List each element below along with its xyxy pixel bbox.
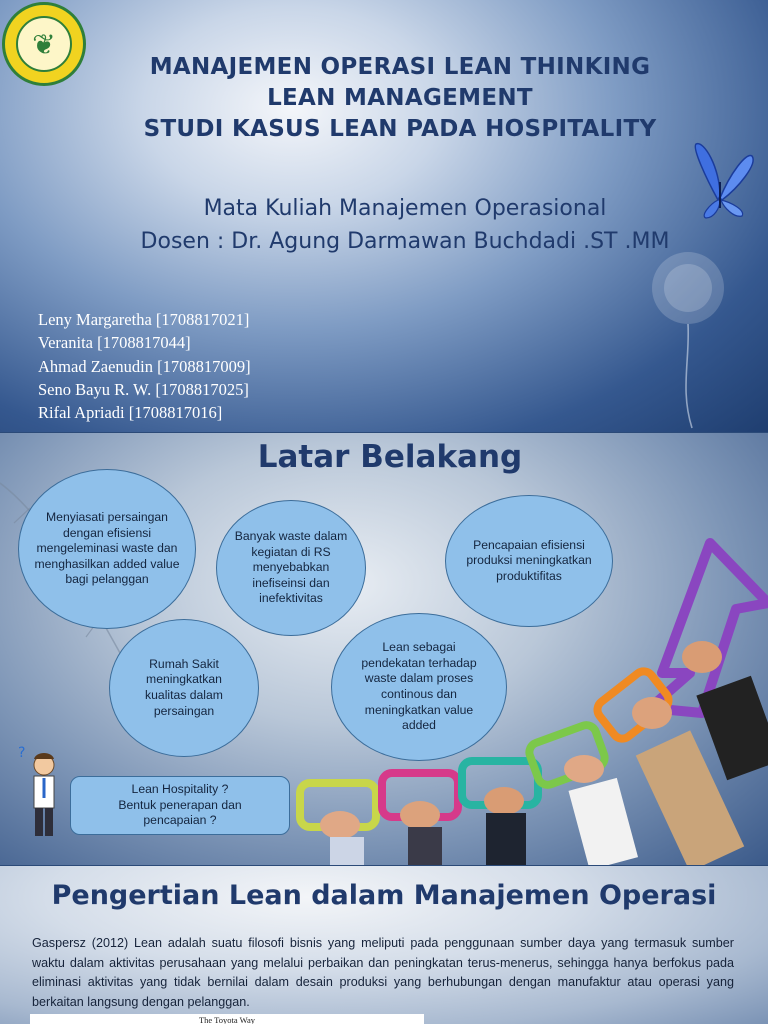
- team-member: Ahmad Zaenudin [1708817009]: [38, 356, 251, 376]
- info-bubble: Rumah Sakit meningkatkan kualitas dalam persaingan: [109, 619, 259, 757]
- butterfly-icon: [676, 138, 760, 224]
- title-slide: [0, 0, 768, 432]
- definition-slide: [0, 866, 768, 1024]
- dandelion-icon: [610, 240, 740, 430]
- callout-line: Lean Hospitality ?: [131, 782, 229, 797]
- slide-heading: Pengertian Lean dalam Manajemen Operasi: [51, 880, 717, 911]
- background-slide: [0, 433, 768, 865]
- title-line: MANAJEMEN OPERASI LEAN THINKING: [149, 54, 651, 80]
- subtitle-line: Mata Kuliah Manajemen Operasional: [203, 196, 607, 221]
- team-member: Veranita [1708817044]: [38, 333, 191, 353]
- team-member-list: [38, 308, 251, 424]
- team-member: Leny Margaretha [1708817021]: [38, 310, 250, 329]
- svg-text:?: ?: [18, 745, 26, 761]
- team-member: Seno Bayu R. W. [1708817025]: [38, 379, 249, 399]
- hands-chain-arrow-illustration-icon: [290, 533, 768, 865]
- question-callout: [70, 776, 290, 835]
- university-logo-icon: ❦: [2, 2, 86, 86]
- title-line: LEAN MANAGEMENT: [267, 85, 533, 111]
- info-bubble: Pencapaian efisiensi produksi meningkatkan produktifitas: [445, 495, 613, 627]
- info-bubble: Menyiasati persaingan dengan efisiensi mengeleminasi waste dan menghasilkan added value bagi pelanggan: [18, 469, 196, 629]
- slide-heading: Latar Belakang: [257, 439, 523, 475]
- callout-line: Bentuk penerapan dan: [118, 797, 242, 812]
- subtitle-line: Dosen : Dr. Agung Darmawan Buchdadi .ST .MM: [140, 229, 670, 254]
- thinking-man-icon: [18, 743, 68, 843]
- figure-caption: The Toyota Way: [198, 1015, 255, 1024]
- toyota-way-figure: [30, 1014, 424, 1024]
- definition-paragraph: Gaspersz (2012) Lean adalah suatu filosofi bisnis yang meliputi pada penggunaan sumber daya yang termasuk sumber waktu dalam aktivitas perusahaan yang melalui perbaikan dan peningkatan terus-menerus, sehingga hanya berfokus pada eliminasi aktivitas yang tidak bernilai dalam desain produksi yang berhubungan dengan manufaktur atau operasi yang berkaitan langsung dengan pelanggan.: [32, 936, 734, 1009]
- presentation-title: [80, 52, 720, 145]
- callout-line: pencapaian ?: [143, 813, 217, 828]
- info-bubble: Lean sebagai pendekatan terhadap waste dalam proses continous dan meningkatkan value added: [331, 613, 507, 761]
- title-line: STUDI KASUS LEAN PADA HOSPITALITY: [143, 116, 657, 142]
- info-bubble: Banyak waste dalam kegiatan di RS menyebabkan inefiseinsi dan inefektivitas: [216, 500, 366, 636]
- team-member: Rifal Apriadi [1708817016]: [38, 403, 223, 423]
